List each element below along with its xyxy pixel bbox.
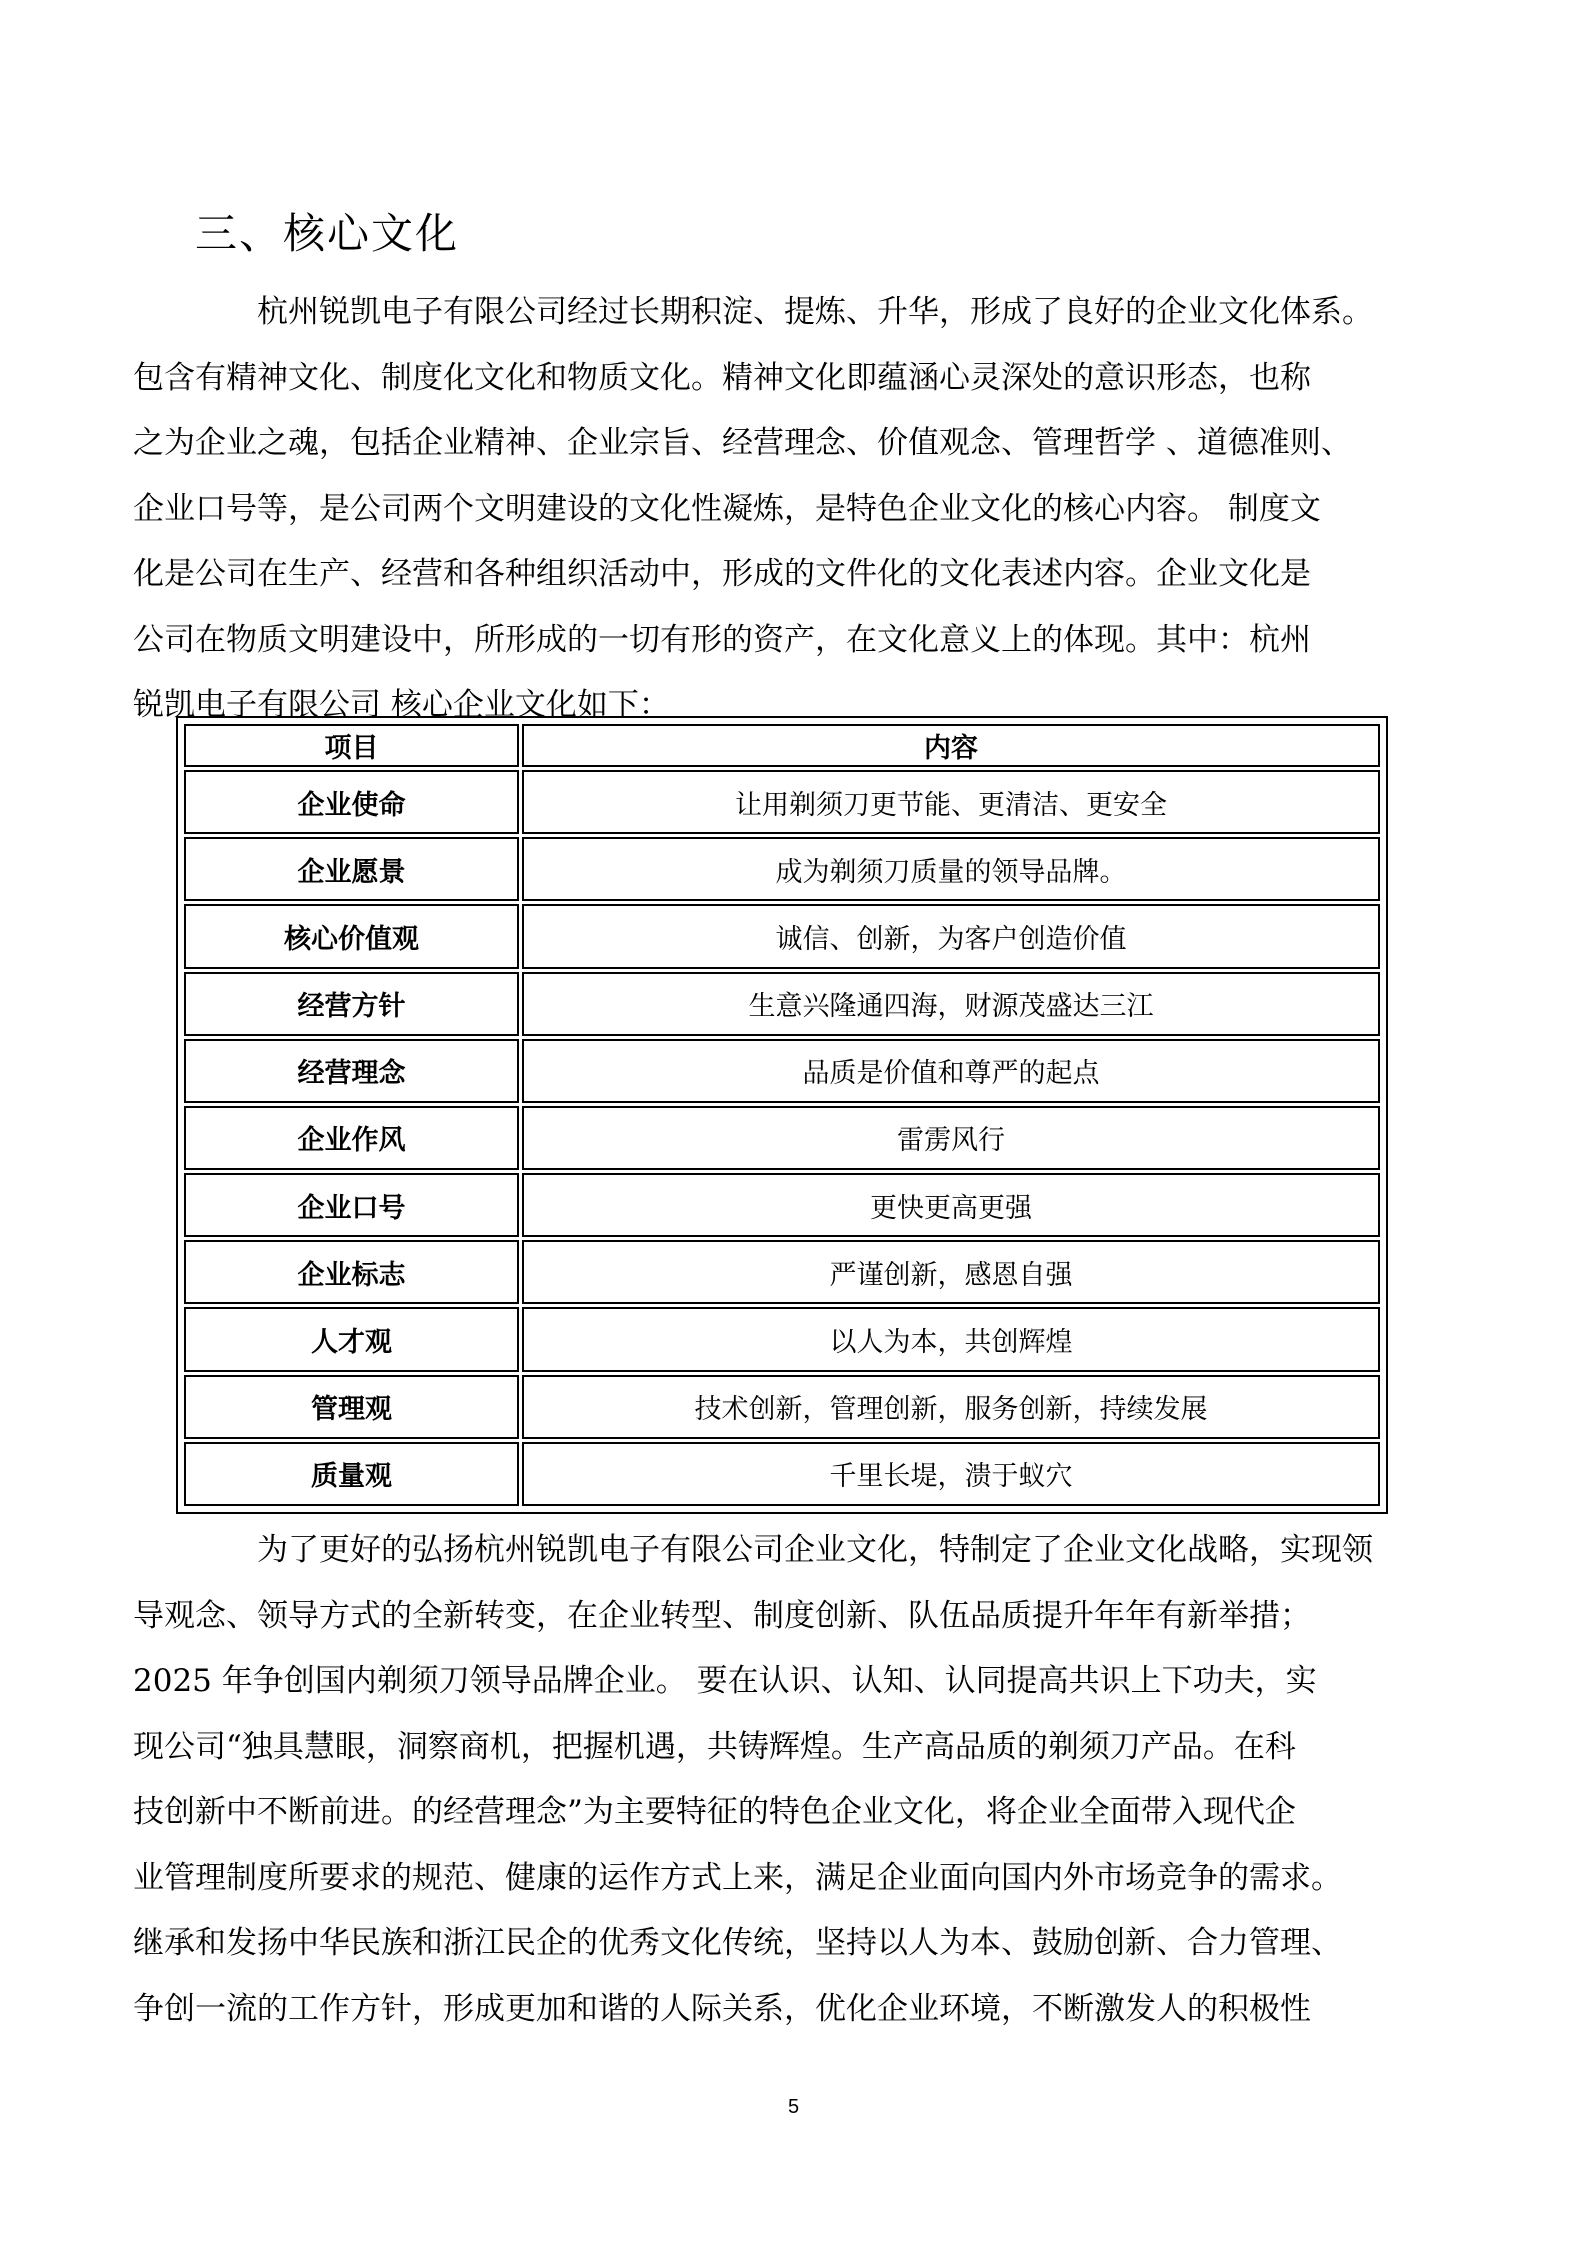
header-content: 内容 (522, 724, 1380, 767)
paragraph-line: 锐凯电子有限公司 核心企业文化如下： (133, 687, 670, 723)
table-cell-item: 企业作风 (184, 1106, 519, 1170)
table-cell-item: 管理观 (184, 1375, 519, 1439)
header-item: 项目 (184, 724, 519, 767)
table-row (184, 904, 1380, 968)
table-cell-item: 企业愿景 (184, 837, 519, 901)
section-heading: 三、核心文化 (195, 209, 460, 258)
paragraph-line: 继承和发扬中华民族和浙江民企的优秀文化传统，坚持以人为本、鼓励创新、合力管理、 (133, 1925, 1342, 1961)
table-cell-item: 经营方针 (184, 972, 519, 1036)
table-cell-item: 经营理念 (184, 1039, 519, 1103)
paragraph-line: 化是公司在生产、经营和各种组织活动中，形成的文件化的文化表述内容。企业文化是 (133, 556, 1311, 592)
table-cell-content: 生意兴隆通四海，财源茂盛达三江 (522, 972, 1380, 1036)
paragraph-line: 杭州锐凯电子有限公司经过长期积淀、提炼、升华，形成了良好的企业文化体系。 (257, 294, 1373, 330)
paragraph-line: 公司在物质文明建设中，所形成的一切有形的资产，在文化意义上的体现。其中：杭州 (133, 621, 1311, 658)
paragraph-line: 之为企业之魂，包括企业精神、企业宗旨、经营理念、价值观念、管理哲学 、道德准则、 (133, 425, 1352, 461)
table-cell-item: 核心价值观 (184, 904, 519, 968)
table-row (184, 1375, 1380, 1439)
table-cell-content: 让用剃须刀更节能、更清洁、更安全 (522, 770, 1380, 834)
table-cell-content: 以人为本，共创辉煌 (522, 1307, 1380, 1371)
table-header-row (184, 724, 1380, 767)
table-cell-content: 技术创新，管理创新，服务创新，持续发展 (522, 1375, 1380, 1439)
core-culture-table-frame (176, 716, 1388, 1514)
table-row (184, 770, 1380, 834)
paragraph-line: 业管理制度所要求的规范、健康的运作方式上来，满足企业面向国内外市场竞争的需求。 (133, 1859, 1342, 1896)
paragraph-line: 为了更好的弘扬杭州锐凯电子有限公司企业文化，特制定了企业文化战略，实现领 (257, 1532, 1373, 1568)
table-row (184, 837, 1380, 901)
table-cell-item: 质量观 (184, 1442, 519, 1506)
paragraph-line: 企业口号等，是公司两个文明建设的文化性凝炼，是特色企业文化的核心内容。 制度文 (133, 490, 1321, 527)
intro-paragraph (133, 280, 1423, 739)
paragraph-line: 包含有精神文化、制度化文化和物质文化。精神文化即蕴涵心灵深处的意识形态，也称 (133, 359, 1311, 396)
table-cell-item: 企业口号 (184, 1173, 519, 1237)
table-cell-content: 更快更高更强 (522, 1173, 1380, 1237)
table-cell-content: 诚信、创新，为客户创造价值 (522, 904, 1380, 968)
table-row (184, 1173, 1380, 1237)
table-row (184, 1039, 1380, 1103)
paragraph-line: 导观念、领导方式的全新转变，在企业转型、制度创新、队伍品质提升年年有新举措； (133, 1597, 1311, 1634)
table-row (184, 1442, 1380, 1506)
table-row (184, 1307, 1380, 1371)
paragraph-line: 技创新中不断前进。的经营理念”为主要特征的特色企业文化，将企业全面带入现代企 (133, 1794, 1296, 1830)
paragraph-line: 争创一流的工作方针，形成更加和谐的人际关系，优化企业环境，不断激发人的积极性 (133, 1990, 1311, 2027)
table-cell-content: 千里长堤，溃于蚁穴 (522, 1442, 1380, 1506)
table-row (184, 972, 1380, 1036)
table-cell-content: 成为剃须刀质量的领导品牌。 (522, 837, 1380, 901)
table-cell-content: 雷雳风行 (522, 1106, 1380, 1170)
paragraph-line: 现公司“独具慧眼，洞察商机，把握机遇，共铸辉煌。生产高品质的剃须刀产品。在科 (133, 1728, 1296, 1765)
table-cell-item: 企业标志 (184, 1240, 519, 1304)
table-cell-item: 人才观 (184, 1307, 519, 1371)
core-culture-table (181, 721, 1383, 1509)
page-number: 5 (787, 2096, 800, 2118)
closing-paragraph (133, 1518, 1423, 2042)
paragraph-line: 2025 年争创国内剃须刀领导品牌企业。 要在认识、认知、认同提高共识上下功夫，实 (133, 1663, 1317, 1699)
table-cell-item: 企业使命 (184, 770, 519, 834)
table-cell-content: 严谨创新，感恩自强 (522, 1240, 1380, 1304)
table-row (184, 1106, 1380, 1170)
table-cell-content: 品质是价值和尊严的起点 (522, 1039, 1380, 1103)
table-row (184, 1240, 1380, 1304)
